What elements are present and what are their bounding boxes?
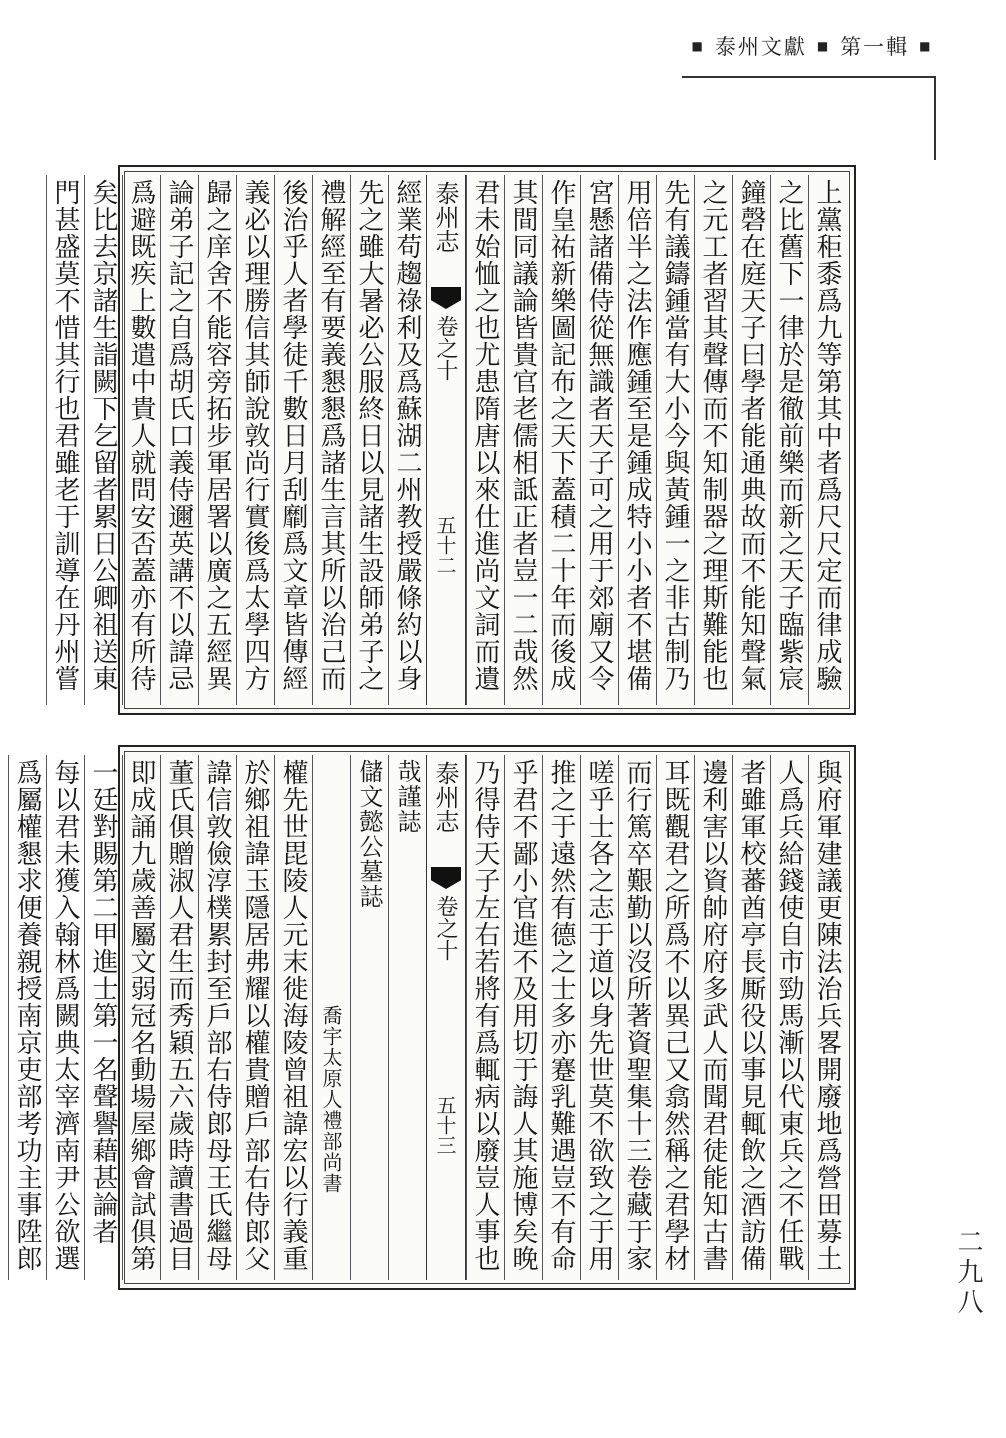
- text-column: 人爲兵給錢使自市勁馬漸以代東兵之不任戰: [770, 755, 808, 1280]
- text-column: 上黨秬黍爲九等第其中者爲尺尺定而律成驗: [808, 175, 846, 705]
- header-series: 第一輯: [840, 35, 910, 59]
- fold-title: 泰州志: [431, 181, 459, 253]
- text-column: 與府軍建議更陳法治兵畧開廢地爲營田募土: [808, 755, 846, 1280]
- book-fold: [426, 175, 466, 705]
- header-rule: [682, 76, 934, 78]
- bottom-page-columns: [12, 755, 846, 1280]
- text-column: 鐘磬在庭天子曰學者能通典故而不能知聲氣: [732, 175, 770, 705]
- text-column: 而行篤卒艱勤以沒所著資聖集十三卷藏于家: [618, 755, 656, 1280]
- text-column: 諱信敦儉淳樸累封至戶部右侍郎母王氏繼母: [198, 755, 236, 1280]
- text-column: 宮懸諸備侍從無識者天子可之用于郊廟又令: [580, 175, 618, 705]
- text-column: 論弟子記之自爲胡氏口義侍邇英講不以諱忌: [160, 175, 198, 705]
- top-page-panel: [50, 165, 856, 715]
- text-column: 即成誦九歲善屬文弱冠名動場屋鄉會試俱第: [122, 755, 160, 1280]
- fishtail-mark-icon: [431, 287, 461, 309]
- epitaph-author: 喬宇太原人禮部尚書: [312, 755, 350, 1280]
- text-column: 先有議鑄鍾當有大小今與黃鍾一之非古制乃: [656, 175, 694, 705]
- text-column: 義必以理勝信其師說敦尚行實後爲太學四方: [236, 175, 274, 705]
- text-column: 乃得侍天子左右若將有爲輒病以廢豈人事也: [466, 755, 504, 1280]
- text-column: 權先世毘陵人元末徙海陵曾祖諱宏以行義重: [274, 755, 312, 1280]
- text-column: 推之于遠然有德之士多亦蹇乳難遇豈不有命: [542, 755, 580, 1280]
- text-column: 爲避既疾上數遣中貴人就問安否蓋亦有所待: [122, 175, 160, 705]
- text-column: 爲屬權懇求便養親授南京吏部考功主事陞郎: [8, 755, 46, 1280]
- text-column: 門甚盛莫不惜其行也君雖老于訓導在丹州嘗: [46, 175, 84, 705]
- text-column: 耳既觀君之所爲不以異己又翕然稱之君學材: [656, 755, 694, 1280]
- text-column: 其間同議論皆貴官老儒相詆正者豈一二哉然: [504, 175, 542, 705]
- text-column: 邊利害以資帥府府多武人而聞君徒能知古書: [694, 755, 732, 1280]
- text-column: 之比舊下一律於是徹前樂而新之天子臨紫宸: [770, 175, 808, 705]
- text-column: 歸之庠舍不能容旁拓步軍居署以廣之五經異: [198, 175, 236, 705]
- fold-page-number: 五十三: [433, 1095, 457, 1155]
- text-column: 者雖軍校蕃酋亭長厮役以事見輒飲之酒訪備: [732, 755, 770, 1280]
- text-column: 乎君不鄙小官進不及用切于誨人其施博矣晚: [504, 755, 542, 1280]
- text-column: 禮解經至有要義懇懇爲諸生言其所以治己而: [312, 175, 350, 705]
- top-page-columns: [50, 175, 846, 705]
- page-number: 二九八: [953, 1228, 983, 1318]
- text-column: 之元工者習其聲傳而不知制器之理斯難能也: [694, 175, 732, 705]
- header-bullet-1: ■: [691, 39, 705, 53]
- text-column: 後治乎人者學徒千數日月刮劘爲文章皆傳經: [274, 175, 312, 705]
- text-column: 經業苟趨祿利及爲蘇湖二州教授嚴條約以身: [388, 175, 426, 705]
- fold-volume: 卷之十: [433, 315, 458, 381]
- text-column: 矣比去京諸生詣闕下乞留者累日公卿祖送東: [84, 175, 122, 705]
- fold-volume: 卷之十: [433, 895, 458, 961]
- bottom-page-panel: [12, 745, 856, 1290]
- book-fold: [426, 755, 466, 1280]
- running-header: [682, 22, 942, 70]
- text-column: 作皇祐新樂圖記布之天下蓋積二十年而後成: [542, 175, 580, 705]
- closing-phrase: 哉謹誌: [388, 755, 426, 1280]
- header-bullet-3: ■: [919, 39, 933, 53]
- fold-title: 泰州志: [431, 761, 459, 833]
- fold-page-number: 五十二: [433, 515, 457, 575]
- text-column: 君未始恤之也尤患隋唐以來仕進尚文詞而遺: [466, 175, 504, 705]
- header-title: 泰州文獻: [714, 35, 807, 59]
- header-rule-vertical: [934, 76, 936, 160]
- epitaph-title: 儲文懿公墓誌: [350, 755, 388, 1280]
- text-column: 用倍半之法作應鍾至是鍾成特小小者不堪備: [618, 175, 656, 705]
- text-column: 先之雖大暑必公服終日以見諸生設師弟子之: [350, 175, 388, 705]
- text-column: 一廷對賜第二甲進士第一名聲譽藉甚論者: [84, 755, 122, 1280]
- text-column: 董氏俱贈淑人君生而秀穎五六歲時讀書過目: [160, 755, 198, 1280]
- text-column: 嗟乎士各之志于道以身先世莫不欲致之于用: [580, 755, 618, 1280]
- text-column: 每以君未獲入翰林爲闕典太宰濟南尹公欲選: [46, 755, 84, 1280]
- fishtail-mark-icon: [431, 867, 461, 889]
- text-column: 於鄉祖諱玉隱居弗耀以權貴贈戶部右侍郎父: [236, 755, 274, 1280]
- header-bullet-2: ■: [816, 39, 831, 53]
